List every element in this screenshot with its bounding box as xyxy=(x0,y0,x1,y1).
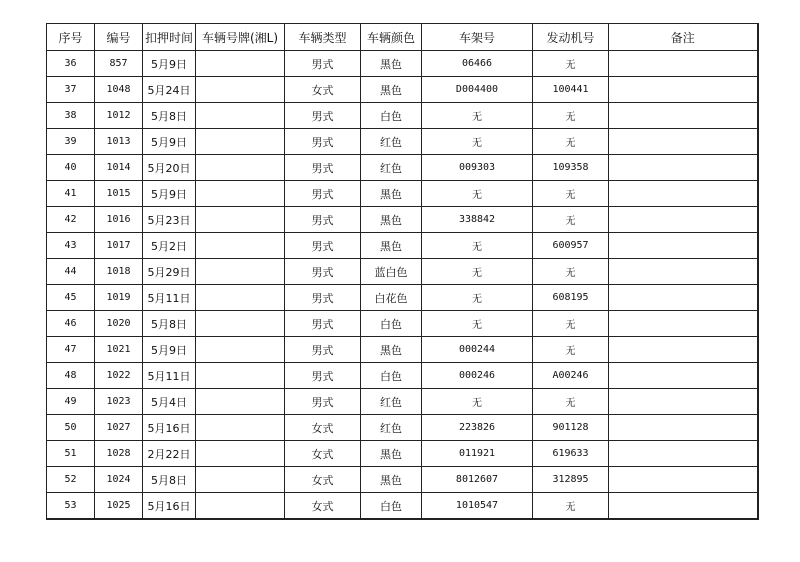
cell-plate xyxy=(196,441,285,467)
table-row xyxy=(47,129,758,155)
cell-seq: 45 xyxy=(47,285,95,311)
cell-color: 黑色 xyxy=(361,441,422,467)
cell-frame-no: 无 xyxy=(422,103,533,129)
cell-remarks xyxy=(609,77,758,103)
cell-number: 1027 xyxy=(95,415,143,441)
cell-seq: 47 xyxy=(47,337,95,363)
cell-color: 白色 xyxy=(361,493,422,520)
col-header-seq: 序号 xyxy=(47,24,95,51)
cell-engine-no: A00246 xyxy=(533,363,609,389)
cell-seize-date: 5月23日 xyxy=(143,207,196,233)
col-header-seize-date: 扣押时间 xyxy=(143,24,196,51)
cell-seq: 42 xyxy=(47,207,95,233)
cell-number: 1020 xyxy=(95,311,143,337)
cell-type: 男式 xyxy=(285,233,361,259)
cell-frame-no: 000246 xyxy=(422,363,533,389)
cell-type: 女式 xyxy=(285,415,361,441)
cell-frame-no: 338842 xyxy=(422,207,533,233)
cell-seize-date: 5月4日 xyxy=(143,389,196,415)
cell-plate xyxy=(196,389,285,415)
cell-number: 1028 xyxy=(95,441,143,467)
table-row xyxy=(47,233,758,259)
cell-seq: 43 xyxy=(47,233,95,259)
cell-seq: 37 xyxy=(47,77,95,103)
col-header-plate: 车辆号牌(湘L) xyxy=(196,24,285,51)
cell-number: 857 xyxy=(95,51,143,77)
cell-engine-no: 600957 xyxy=(533,233,609,259)
cell-plate xyxy=(196,181,285,207)
cell-color: 红色 xyxy=(361,389,422,415)
cell-seq: 44 xyxy=(47,259,95,285)
table-row xyxy=(47,493,758,520)
cell-plate xyxy=(196,259,285,285)
cell-seize-date: 5月9日 xyxy=(143,51,196,77)
cell-seq: 41 xyxy=(47,181,95,207)
cell-plate xyxy=(196,337,285,363)
table-row xyxy=(47,259,758,285)
cell-number: 1021 xyxy=(95,337,143,363)
cell-seize-date: 5月9日 xyxy=(143,181,196,207)
cell-engine-no: 100441 xyxy=(533,77,609,103)
cell-number: 1048 xyxy=(95,77,143,103)
cell-type: 男式 xyxy=(285,103,361,129)
cell-plate xyxy=(196,285,285,311)
vehicle-impound-table xyxy=(46,23,759,520)
col-header-color: 车辆颜色 xyxy=(361,24,422,51)
cell-frame-no: 无 xyxy=(422,389,533,415)
cell-frame-no: 8012607 xyxy=(422,467,533,493)
cell-engine-no: 109358 xyxy=(533,155,609,181)
cell-frame-no: 无 xyxy=(422,181,533,207)
cell-seize-date: 5月9日 xyxy=(143,129,196,155)
cell-plate xyxy=(196,415,285,441)
cell-seq: 52 xyxy=(47,467,95,493)
cell-frame-no: 000244 xyxy=(422,337,533,363)
cell-color: 黑色 xyxy=(361,233,422,259)
cell-engine-no: 无 xyxy=(533,181,609,207)
cell-number: 1025 xyxy=(95,493,143,520)
cell-remarks xyxy=(609,285,758,311)
cell-engine-no: 无 xyxy=(533,493,609,520)
cell-seize-date: 5月11日 xyxy=(143,285,196,311)
table-row xyxy=(47,285,758,311)
cell-seq: 46 xyxy=(47,311,95,337)
cell-seize-date: 5月8日 xyxy=(143,311,196,337)
cell-remarks xyxy=(609,415,758,441)
cell-remarks xyxy=(609,155,758,181)
cell-seq: 51 xyxy=(47,441,95,467)
cell-number: 1017 xyxy=(95,233,143,259)
table-header xyxy=(47,24,758,51)
cell-engine-no: 无 xyxy=(533,389,609,415)
table-row xyxy=(47,311,758,337)
cell-seize-date: 5月9日 xyxy=(143,337,196,363)
table-row xyxy=(47,337,758,363)
cell-type: 男式 xyxy=(285,51,361,77)
cell-frame-no: 011921 xyxy=(422,441,533,467)
cell-seize-date: 5月11日 xyxy=(143,363,196,389)
cell-type: 男式 xyxy=(285,259,361,285)
cell-seq: 49 xyxy=(47,389,95,415)
cell-seq: 48 xyxy=(47,363,95,389)
cell-number: 1018 xyxy=(95,259,143,285)
cell-engine-no: 608195 xyxy=(533,285,609,311)
cell-plate xyxy=(196,493,285,520)
cell-number: 1019 xyxy=(95,285,143,311)
cell-plate xyxy=(196,51,285,77)
cell-number: 1024 xyxy=(95,467,143,493)
table-row xyxy=(47,77,758,103)
cell-type: 女式 xyxy=(285,467,361,493)
cell-engine-no: 无 xyxy=(533,51,609,77)
cell-remarks xyxy=(609,259,758,285)
cell-number: 1013 xyxy=(95,129,143,155)
cell-remarks xyxy=(609,389,758,415)
cell-engine-no: 312895 xyxy=(533,467,609,493)
cell-plate xyxy=(196,467,285,493)
col-header-frame-no: 车架号 xyxy=(422,24,533,51)
cell-frame-no: 无 xyxy=(422,233,533,259)
cell-plate xyxy=(196,155,285,181)
cell-frame-no: 06466 xyxy=(422,51,533,77)
cell-remarks xyxy=(609,181,758,207)
cell-number: 1012 xyxy=(95,103,143,129)
cell-type: 男式 xyxy=(285,311,361,337)
table-row xyxy=(47,181,758,207)
cell-seq: 50 xyxy=(47,415,95,441)
cell-plate xyxy=(196,77,285,103)
cell-frame-no: 无 xyxy=(422,259,533,285)
cell-seize-date: 5月29日 xyxy=(143,259,196,285)
cell-frame-no: 无 xyxy=(422,311,533,337)
cell-seize-date: 5月8日 xyxy=(143,103,196,129)
table-body xyxy=(47,51,758,520)
cell-number: 1023 xyxy=(95,389,143,415)
cell-remarks xyxy=(609,363,758,389)
cell-type: 男式 xyxy=(285,337,361,363)
cell-color: 红色 xyxy=(361,415,422,441)
table-row xyxy=(47,467,758,493)
col-header-engine-no: 发动机号 xyxy=(533,24,609,51)
cell-type: 女式 xyxy=(285,441,361,467)
cell-plate xyxy=(196,207,285,233)
table-row xyxy=(47,389,758,415)
cell-frame-no: D004400 xyxy=(422,77,533,103)
cell-color: 蓝白色 xyxy=(361,259,422,285)
cell-remarks xyxy=(609,103,758,129)
cell-color: 白色 xyxy=(361,311,422,337)
table-row xyxy=(47,415,758,441)
cell-type: 女式 xyxy=(285,493,361,520)
cell-seize-date: 5月16日 xyxy=(143,493,196,520)
cell-plate xyxy=(196,129,285,155)
cell-engine-no: 619633 xyxy=(533,441,609,467)
cell-engine-no: 无 xyxy=(533,311,609,337)
cell-remarks xyxy=(609,129,758,155)
cell-type: 男式 xyxy=(285,155,361,181)
cell-seize-date: 2月22日 xyxy=(143,441,196,467)
cell-remarks xyxy=(609,311,758,337)
cell-seize-date: 5月2日 xyxy=(143,233,196,259)
cell-color: 白花色 xyxy=(361,285,422,311)
cell-frame-no: 无 xyxy=(422,129,533,155)
cell-type: 女式 xyxy=(285,77,361,103)
cell-seq: 38 xyxy=(47,103,95,129)
cell-engine-no: 无 xyxy=(533,207,609,233)
cell-type: 男式 xyxy=(285,207,361,233)
cell-number: 1015 xyxy=(95,181,143,207)
cell-color: 红色 xyxy=(361,155,422,181)
cell-type: 男式 xyxy=(285,285,361,311)
cell-color: 黑色 xyxy=(361,181,422,207)
cell-seize-date: 5月16日 xyxy=(143,415,196,441)
cell-type: 男式 xyxy=(285,129,361,155)
table-row xyxy=(47,155,758,181)
cell-remarks xyxy=(609,51,758,77)
cell-seq: 39 xyxy=(47,129,95,155)
cell-number: 1014 xyxy=(95,155,143,181)
cell-type: 男式 xyxy=(285,181,361,207)
col-header-number: 编号 xyxy=(95,24,143,51)
cell-remarks xyxy=(609,337,758,363)
cell-color: 黑色 xyxy=(361,467,422,493)
cell-engine-no: 无 xyxy=(533,259,609,285)
cell-seq: 36 xyxy=(47,51,95,77)
cell-color: 黑色 xyxy=(361,337,422,363)
cell-seq: 53 xyxy=(47,493,95,520)
cell-plate xyxy=(196,103,285,129)
cell-remarks xyxy=(609,233,758,259)
cell-engine-no: 无 xyxy=(533,337,609,363)
cell-color: 黑色 xyxy=(361,77,422,103)
cell-number: 1016 xyxy=(95,207,143,233)
cell-remarks xyxy=(609,467,758,493)
cell-type: 男式 xyxy=(285,389,361,415)
cell-color: 红色 xyxy=(361,129,422,155)
cell-plate xyxy=(196,233,285,259)
cell-plate xyxy=(196,363,285,389)
cell-engine-no: 901128 xyxy=(533,415,609,441)
cell-seize-date: 5月8日 xyxy=(143,467,196,493)
col-header-type: 车辆类型 xyxy=(285,24,361,51)
cell-frame-no: 1010547 xyxy=(422,493,533,520)
cell-engine-no: 无 xyxy=(533,103,609,129)
cell-type: 男式 xyxy=(285,363,361,389)
table-row xyxy=(47,51,758,77)
cell-color: 白色 xyxy=(361,363,422,389)
cell-color: 黑色 xyxy=(361,207,422,233)
cell-frame-no: 223826 xyxy=(422,415,533,441)
cell-color: 白色 xyxy=(361,103,422,129)
cell-remarks xyxy=(609,207,758,233)
cell-seq: 40 xyxy=(47,155,95,181)
cell-frame-no: 009303 xyxy=(422,155,533,181)
cell-seize-date: 5月20日 xyxy=(143,155,196,181)
table-row xyxy=(47,363,758,389)
cell-engine-no: 无 xyxy=(533,129,609,155)
cell-remarks xyxy=(609,493,758,520)
header-row xyxy=(47,24,758,51)
cell-plate xyxy=(196,311,285,337)
col-header-remarks: 备注 xyxy=(609,24,758,51)
table-row xyxy=(47,441,758,467)
cell-seize-date: 5月24日 xyxy=(143,77,196,103)
cell-number: 1022 xyxy=(95,363,143,389)
table-row xyxy=(47,103,758,129)
cell-color: 黑色 xyxy=(361,51,422,77)
table-row xyxy=(47,207,758,233)
cell-remarks xyxy=(609,441,758,467)
cell-frame-no: 无 xyxy=(422,285,533,311)
